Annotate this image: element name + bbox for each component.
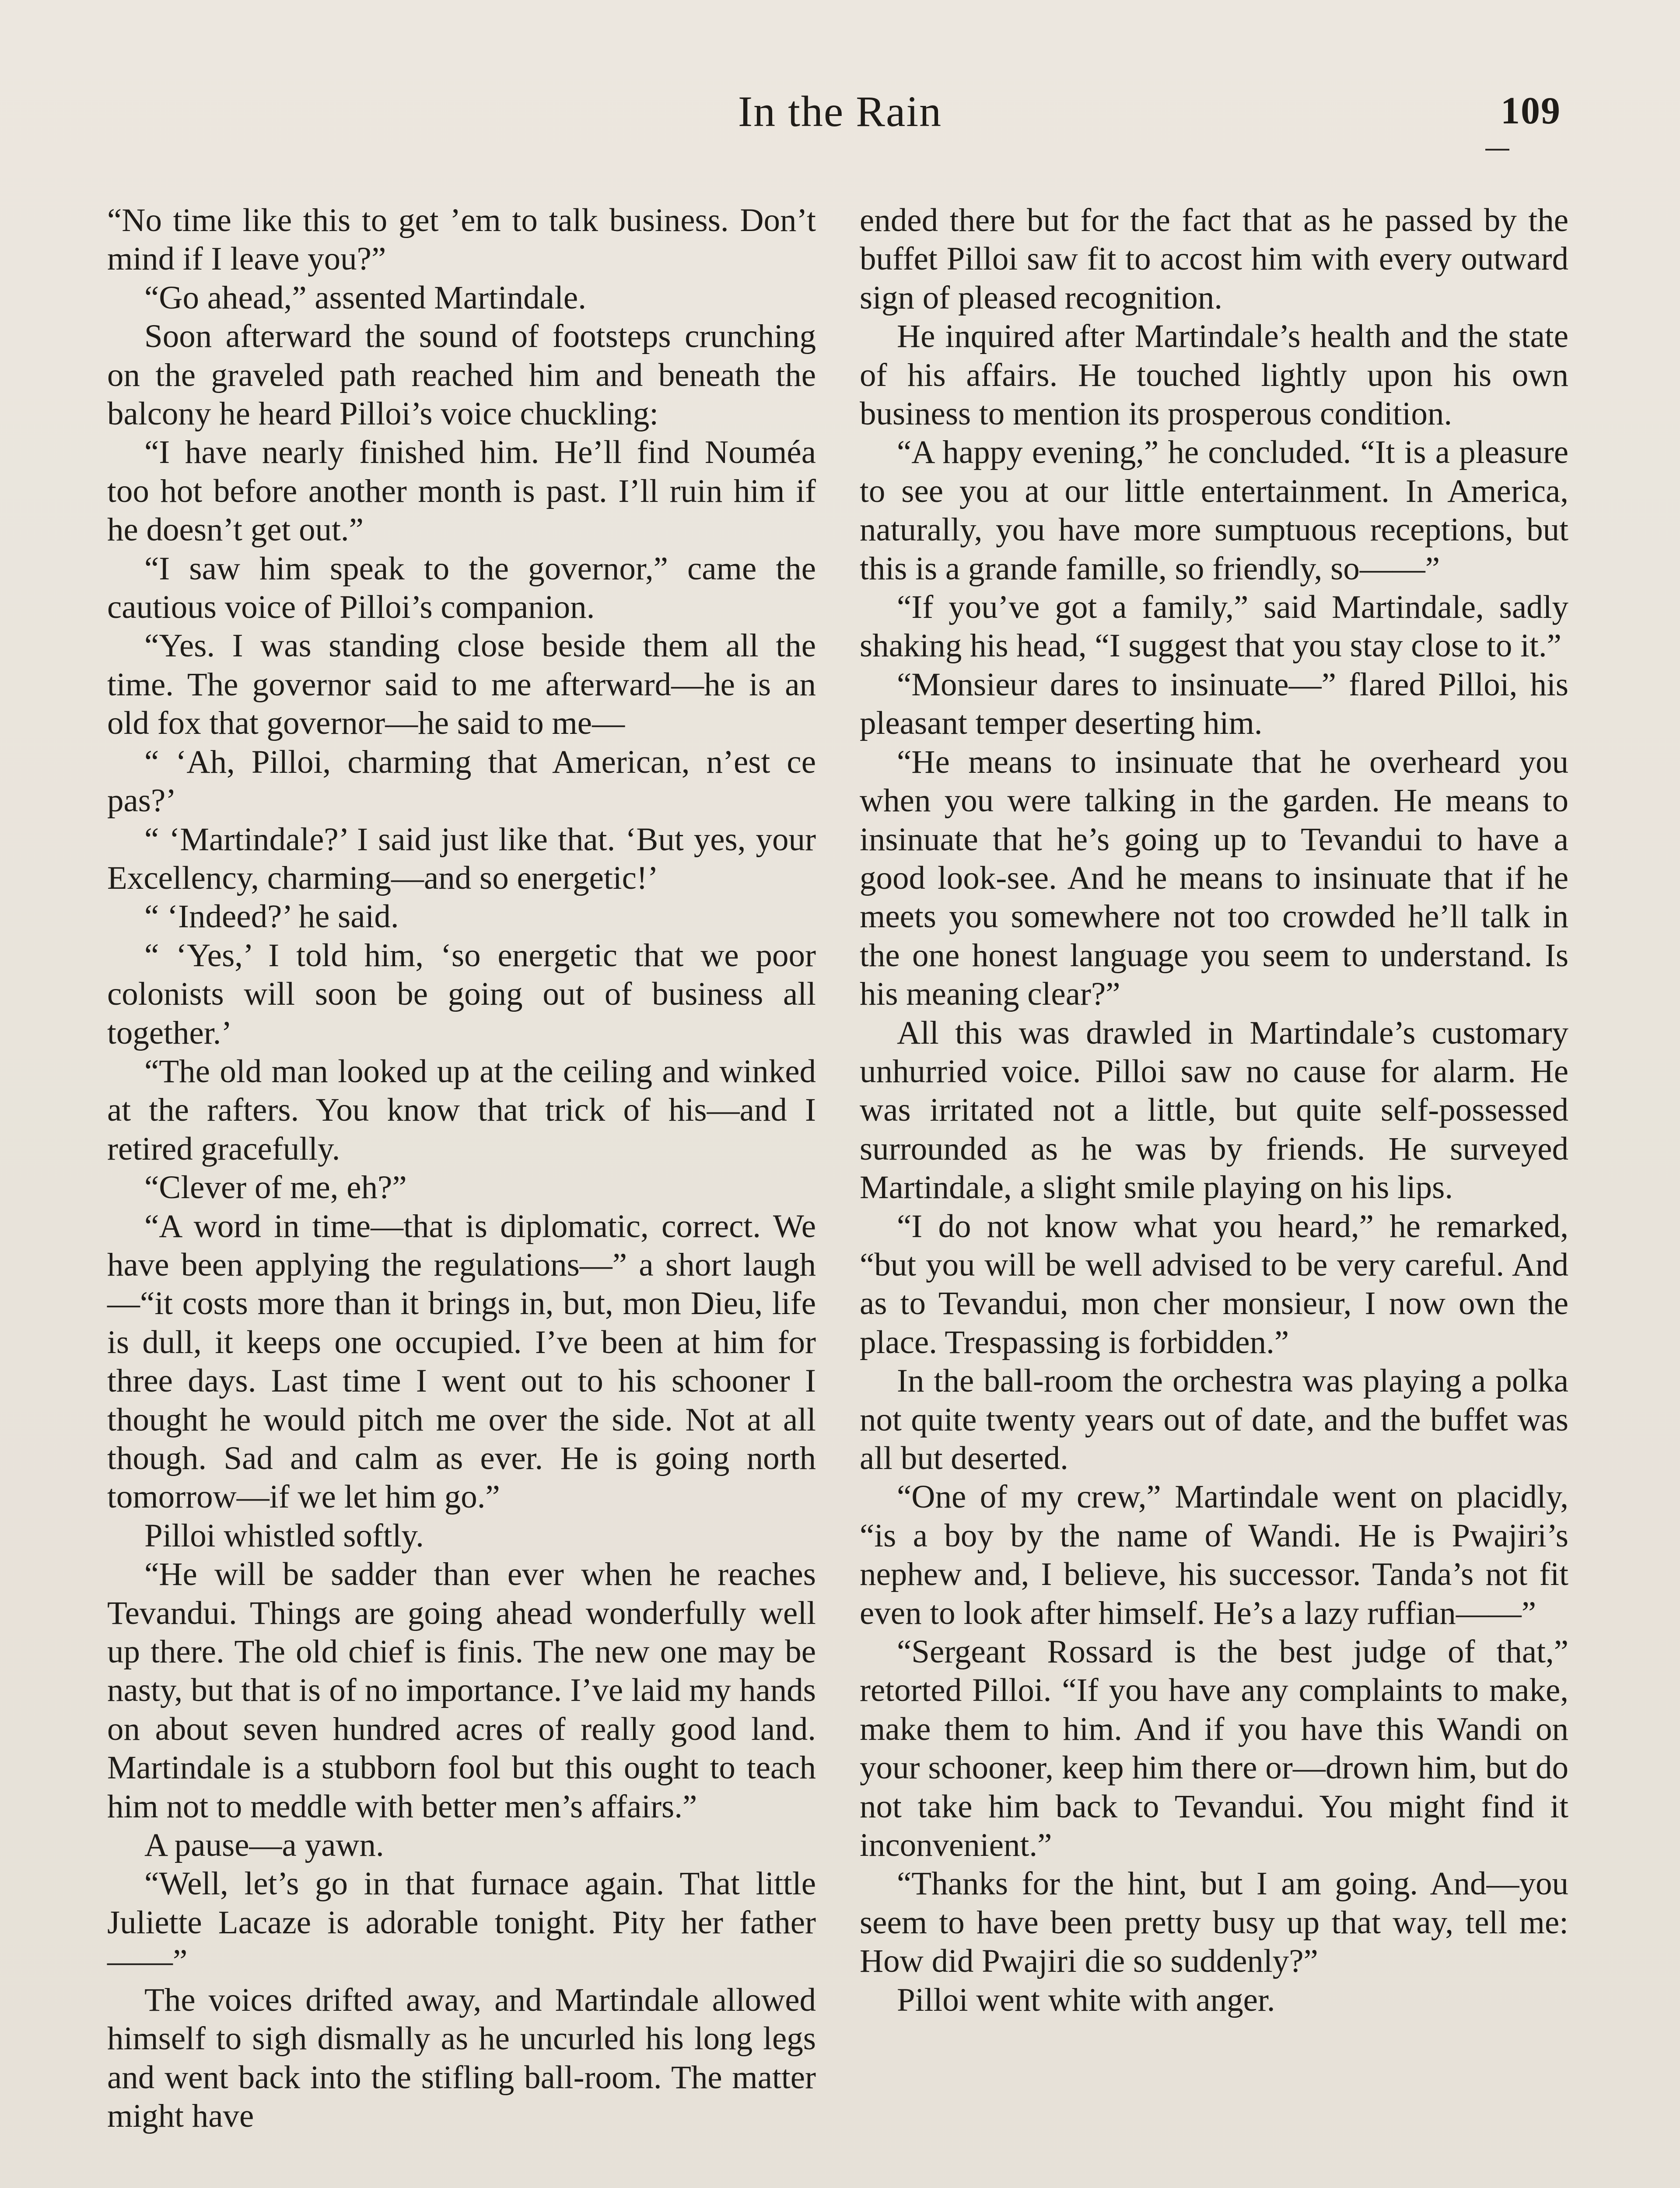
paragraph: “I saw him speak to the governor,” came the cautious voice of Pilloi’s companion. [107, 550, 816, 626]
paragraph: “Sergeant Rossard is the best judge of that,” retorted Pilloi. “If you have any complaints to make, make them to him. And if you have this Wandi on your schooner, keep him there or—drown him, but do not take him back to Tevandui. You might find it inconvenient.” [860, 1634, 1568, 1864]
paragraph: “Go ahead,” assented Martindale. [144, 279, 586, 316]
page-number-rule [1485, 149, 1509, 151]
paragraph: “Clever of me, eh?” [144, 1169, 407, 1206]
paragraph: A pause—a yawn. [144, 1827, 384, 1864]
paragraph: “Well, let’s go in that furnace again. That little Juliette Lacaze is adorable tonight. Pity her father——” [107, 1865, 816, 1980]
paragraph: All this was drawled in Martindale’s customary unhurried voice. Pilloi saw no cause for alarm. He was irritated not a little, but quite self-possessed surrounded as he was by friends. He surveyed Martindale, a slight smile playing on his lips. [860, 1014, 1568, 1206]
page-number: 109 [1501, 90, 1561, 132]
paragraph: He inquired after Martindale’s health and the state of his affairs. He touched lightly upon his own business to mention its prosperous condition. [860, 318, 1568, 432]
paragraph: “If you’ve got a family,” said Martindale, sadly shaking his head, “I suggest that you stay close to it.” [860, 589, 1568, 664]
paragraph: “He will be sadder than ever when he reaches Tevandui. Things are going ahead wonderfully well up there. The old chief is finis. The new one may be nasty, but that is of no importance. I’ve laid my hands on about seven hundred acres of really good land. Martindale is a stubborn fool but this ought to teach him not to meddle with better men’s affairs.” [107, 1556, 816, 1825]
paragraph: “One of my crew,” Martindale went on placidly, “is a boy by the name of Wandi. He is Pwajiri’s nephew and, I believe, his successor. Tanda’s not fit even to look after himself. He’s a lazy ruffian——” [860, 1479, 1568, 1631]
paragraph: “Yes. I was standing close beside them all the time. The governor said to me afterward—he is an old fox that governor—he said to me— [107, 628, 816, 742]
running-header-title: In the Rain [738, 87, 942, 136]
paragraph: “ ‘Martindale?’ I said just like that. ‘But yes, your Excellency, charming—and so energetic!’ [107, 821, 816, 896]
paragraph: “ ‘Ah, Pilloi, charming that American, n’est ce pas?’ [107, 743, 816, 819]
paragraph: “I have nearly finished him. He’ll find Nouméa too hot before another month is past. I’ll ruin him if he doesn’t get out.” [107, 434, 816, 548]
paragraph: “Monsieur dares to insinuate—” flared Pilloi, his pleasant temper deserting him. [860, 666, 1568, 742]
paragraph: “ ‘Indeed?’ he said. [144, 898, 399, 935]
paragraph: “The old man looked up at the ceiling and winked at the rafters. You know that trick of his—and I retired gracefully. [107, 1053, 816, 1167]
paragraph: Soon afterward the sound of footsteps crunching on the graveled path reached him and beneath the balcony he heard Pilloi’s voice chuckling: [107, 318, 816, 432]
paragraph: Pilloi went white with anger. [897, 1981, 1275, 2018]
paragraph: Pilloi whistled softly. [144, 1517, 424, 1554]
right-column [860, 201, 1568, 2020]
paragraph: “A happy evening,” he concluded. “It is a pleasure to see you at our little entertainment. In America, naturally, you have more sumptuous receptions, but this is a grande famille, so friendly, so——” [860, 434, 1568, 587]
paragraph: “No time like this to get ’em to talk business. Don’t mind if I leave you?” [107, 202, 816, 277]
paragraph: “A word in time—that is diplomatic, correct. We have been applying the regulations—” a short laugh—“it costs more than it brings in, but, mon Dieu, life is dull, it keeps one occupied. I’ve been at him for three days. Last time I went out to his schooner I thought he would pitch me over the side. Not at all though. Sad and calm as ever. He is going north tomorrow—if we let him go.” [107, 1208, 816, 1515]
paragraph: “ ‘Yes,’ I told him, ‘so energetic that we poor colonists will soon be going out of business all together.’ [107, 937, 816, 1051]
paragraph: “Thanks for the hint, but I am going. And—you seem to have been pretty busy up that way, tell me: How did Pwajiri die so suddenly?” [860, 1865, 1568, 1980]
paragraph: In the ball-room the orchestra was playing a polka not quite twenty years out of date, and the buffet was all but deserted. [860, 1363, 1568, 1476]
paragraph: ended there but for the fact that as he passed by the buffet Pilloi saw fit to accost him with every outward sign of pleased recognition. [860, 202, 1568, 316]
paragraph: “He means to insinuate that he overheard you when you were talking in the garden. He means to insinuate that he’s going up to Tevandui to have a good look-see. And he means to insinuate that if he meets you somewhere not too crowded he’ll talk in the one honest language you seem to understand. Is his meaning clear?” [860, 743, 1568, 1013]
paragraph: The voices drifted away, and Martindale allowed himself to sigh dismally as he uncurled his long legs and went back into the stifling ball-room. The matter might have [107, 1981, 816, 2134]
paragraph: “I do not know what you heard,” he remarked, “but you will be well advised to be very careful. And as to Tevandui, mon cher monsieur, I now own the place. Trespassing is forbidden.” [860, 1208, 1568, 1360]
left-column [107, 201, 816, 2135]
